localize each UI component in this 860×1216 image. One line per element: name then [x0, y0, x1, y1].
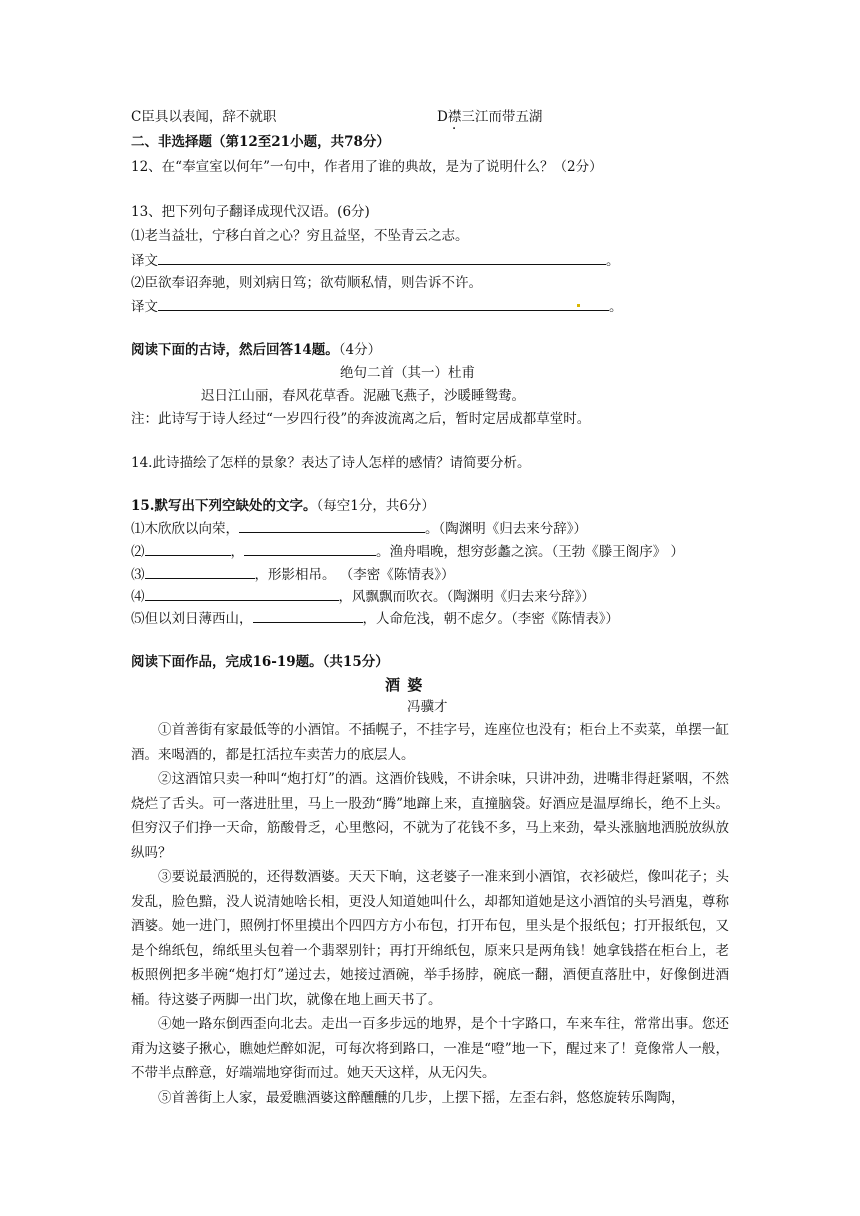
article-title: 酒 婆 [385, 676, 424, 694]
translation-label-2: 译文 [131, 299, 158, 315]
poem-intro-text: 阅读下面的古诗，然后回答14题。 [131, 342, 339, 358]
article-paragraph-3: ③要说最洒脱的，还得数酒婆。天天下晌，这老婆子一准来到小酒馆，衣衫破烂，像叫花子；头发乱，脸色黯，没人说清她啥长相，更没人知道她叫什么，却都知道她是这小酒馆的头号酒鬼，尊称酒婆。她一进门，照例打怀里摸出个四四方方小布包，打开布包，里头是个报纸包；打开报纸包，又是个绵纸包，绵纸里头包着一个翡翠别针；再打开绵纸包，原来只是两角钱！她拿钱搭在柜台上，老板照例把多半碗“炮打灯”递过去，她接过酒碗，举手扬脖，碗底一翻，酒便直落肚中，好像倒进酒桶。待这婆子两脚一出门坎，就像在地上画天书了。 [131, 869, 729, 1008]
translation-label-1: 译文 [131, 253, 158, 269]
article-paragraph-2: ②这酒馆只卖一种叫“炮打灯”的酒。这酒价钱贱，不讲余味，只讲冲劲，进嘴非得赶紧咽，不然烧烂了舌头。可一落进肚里，马上一股劲“腾”地蹿上来，直撞脑袋。好酒应是温厚绵长，绝不上头。但穷汉子们挣一天命，筋酸骨乏，心里憋闷，不就为了花钱不多，马上来劲，晕头涨脑地洒脱放纵放纵吗？ [131, 771, 729, 861]
article-body [131, 718, 729, 1110]
option-c: C臣具以表闻，辞不就职 [131, 109, 277, 125]
question-15-title [131, 496, 435, 516]
translation-end-1: 。 [606, 253, 620, 269]
fill-line-5-text-a: ⑸但以刘日薄西山， [131, 611, 253, 627]
fill-line-4-text-a: ⑷ [131, 589, 145, 605]
question-15-title-text: 15.默写出下列空缺处的文字。 [131, 498, 317, 514]
poem-note: 注：此诗写于诗人经过“一岁四行役”的奔波流离之后，暂时定居成都草堂时。 [131, 411, 591, 427]
question-15-score: （每空1分，共6分） [316, 498, 435, 514]
fill-line-2-text-a: ⑵ [131, 544, 145, 560]
option-d-dotted-char: 襟 [447, 109, 462, 125]
fill-line-2 [131, 541, 684, 562]
poem-intro [131, 340, 381, 360]
poem-title: 绝句二首（其一）杜甫 [340, 365, 475, 381]
section-heading: 二、非选择题（第12至21小题，共78分） [131, 134, 390, 150]
article-paragraph-1: ①首善街有家最低等的小酒馆。不插幌子，不挂字号，连座位也没有；柜台上不卖菜，单摆一缸酒。来喝酒的，都是扛活拉车卖苦力的底层人。 [131, 722, 729, 763]
fill-line-3-text-b: ，形影相吊。 （李密《陈情表》） [254, 567, 455, 583]
question-13-title: 13、把下列句子翻译成现代汉语。(6分) [131, 204, 370, 220]
reading-intro: 阅读下面作品，完成16-19题。（共15分） [131, 654, 389, 670]
print-speck [577, 304, 580, 307]
fill-line-2-text-c: 。渔舟唱晚，想穷彭蠡之滨。（王勃《滕王阁序》 ） [376, 544, 685, 560]
fill-blank-1[interactable] [239, 518, 425, 533]
question-12: 12、在“奉宣室以何年”一句中，作者用了谁的典故，是为了说明什么？（2分） [131, 159, 603, 175]
fill-blank-4[interactable] [145, 586, 339, 601]
fill-blank-5[interactable] [253, 608, 363, 623]
fill-blank-3[interactable] [145, 564, 255, 579]
question-13-sentence-2: ⑵臣欲奉诏奔驰，则刘病日笃；欲苟顺私情，则告诉不许。 [131, 275, 482, 291]
poem-intro-score: （4分） [338, 342, 382, 358]
translation-line-2 [131, 296, 623, 317]
article-author: 冯骥才 [407, 699, 448, 715]
article-paragraph-5: ⑤首善街上人家，最爱瞧酒婆这醉醺醺的几步，上摆下摇，左歪右斜，悠悠旋转乐陶陶， [158, 1089, 685, 1106]
fill-line-4-text-b: ，风飘飘而吹衣。（陶渊明《归去来兮辞》） [338, 589, 595, 605]
poem-body: 迟日江山丽，春风花草香。泥融飞燕子，沙暖睡鸳鸯。 [201, 388, 525, 404]
fill-line-4 [131, 586, 595, 607]
translation-end-2: 。 [609, 299, 623, 315]
fill-line-1-text-a: ⑴木欣欣以向荣， [131, 521, 239, 537]
translation-blank-2[interactable] [158, 296, 609, 311]
question-14: 14.此诗描绘了怎样的景象？表达了诗人怎样的感情？请简要分析。 [131, 455, 531, 471]
fill-line-1-text-b: 。（陶渊明《归去来兮辞》） [425, 521, 587, 537]
fill-line-5-text-b: ，人命危浅，朝不虑夕。（李密《陈情表》） [362, 611, 619, 627]
fill-line-5 [131, 608, 619, 629]
fill-line-3-text-a: ⑶ [131, 567, 145, 583]
fill-line-1 [131, 518, 587, 539]
article-paragraph-4: ④她一路东倒西歪向北去。走出一百多步远的地界，是个十字路口，车来车往，常常出事。您还甭为这婆子揪心，瞧她烂醉如泥，可每次将到路口，一准是“噔”地一下，醒过来了！竟像常人一般，不带半点醉意，好端端地穿街而过。她天天这样，从无闪失。 [131, 1016, 729, 1081]
fill-blank-2b[interactable] [244, 541, 376, 556]
fill-line-3 [131, 564, 455, 585]
translation-line-1 [131, 250, 620, 271]
question-13-sentence-1: ⑴老当益壮，宁移白首之心？穷且益坚，不坠青云之志。 [131, 228, 469, 244]
option-d [437, 107, 542, 127]
option-d-prefix: D [437, 109, 448, 125]
translation-blank-1[interactable] [158, 250, 606, 265]
fill-blank-2a[interactable] [145, 541, 231, 556]
option-d-rest: 三江而带五湖 [461, 109, 543, 125]
fill-line-2-text-b: ， [230, 544, 244, 560]
